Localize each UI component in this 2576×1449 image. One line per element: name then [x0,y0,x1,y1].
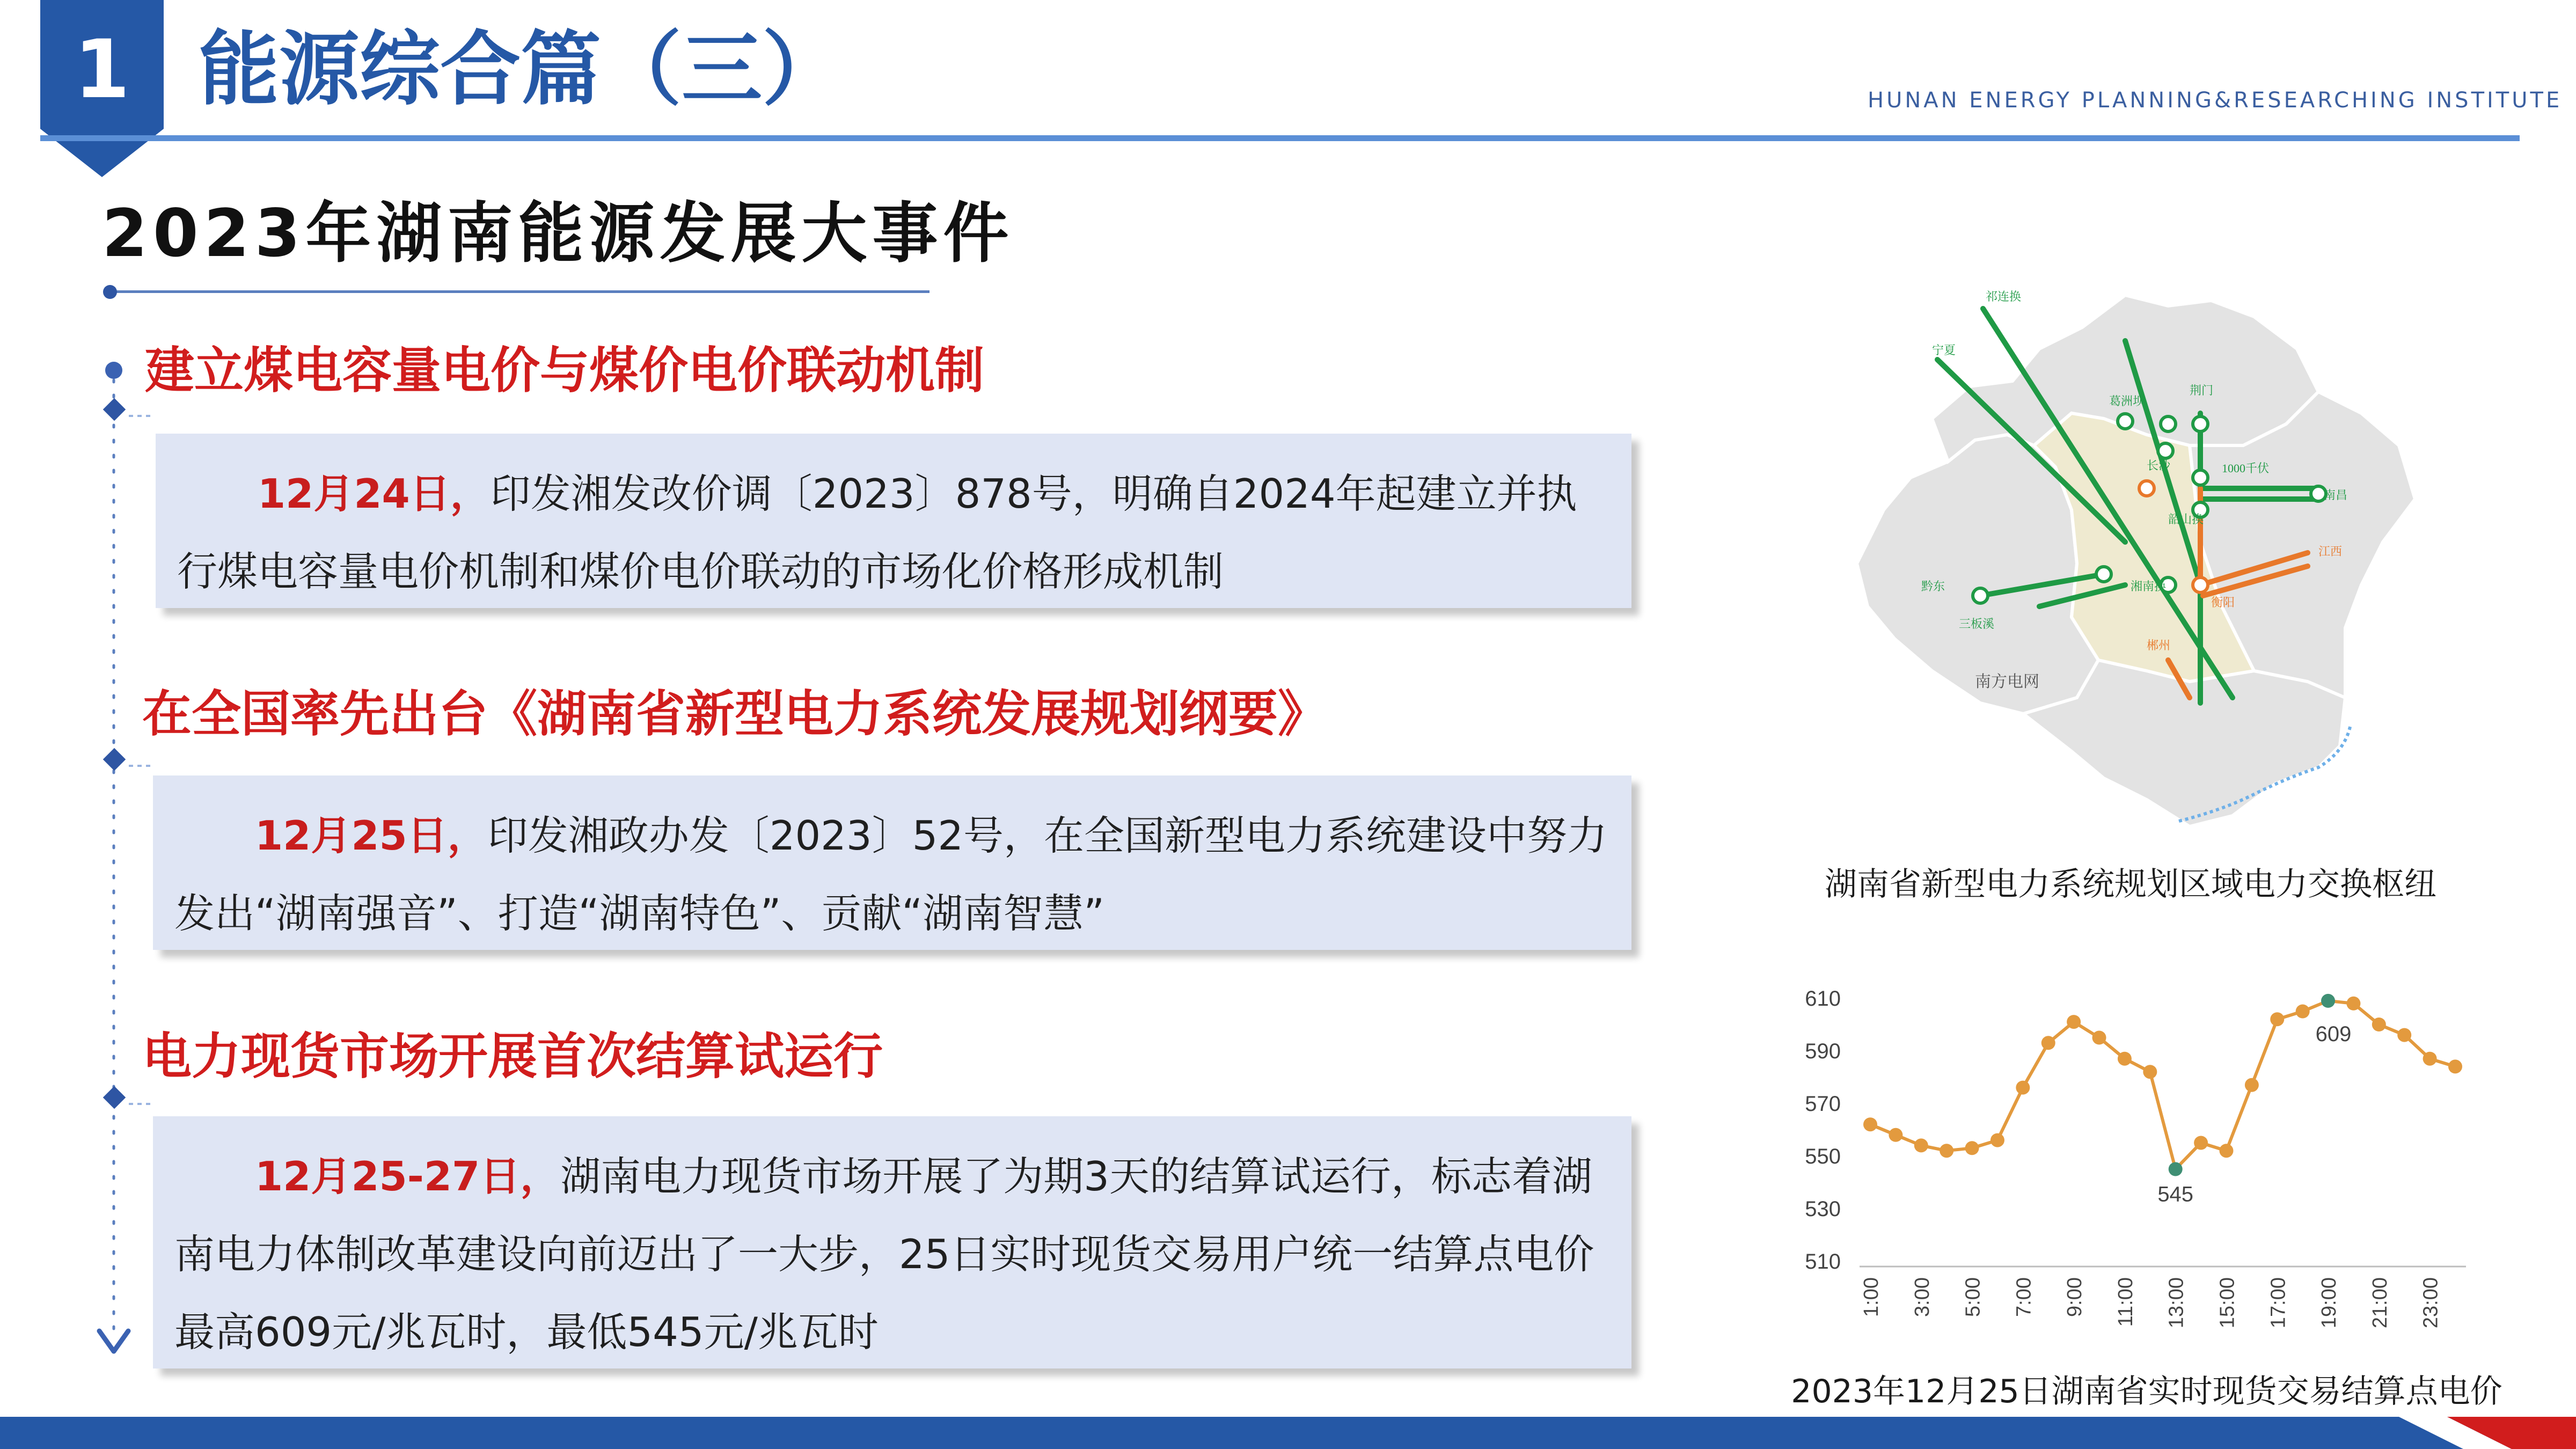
x-tick-label: 15:00 [2216,1277,2239,1329]
svg-text:南昌: 南昌 [2324,488,2348,502]
svg-text:长沙: 长沙 [2147,459,2171,472]
data-point [2092,1031,2106,1045]
event-heading-3: 电力现货市场开展首次结算试运行 [142,1028,883,1085]
data-point [2270,1012,2284,1026]
event-date-3: 12月25-27日， [255,1153,561,1200]
x-tick-label: 23:00 [2419,1277,2442,1329]
event-text-1 [177,455,1610,611]
data-point [1889,1128,1902,1142]
x-tick-label: 1:00 [1860,1277,1883,1317]
event-heading-1: 建立煤电容量电价与煤价电价联动机制 [145,342,985,399]
timeline-diamond-1 [103,398,126,421]
data-point [2169,1162,2183,1176]
event-heading-2: 在全国率先出台《湖南省新型电力系统发展规划纲要》 [142,685,1328,743]
data-point [2194,1136,2208,1150]
y-tick-label: 510 [1805,1250,1841,1274]
x-tick-label: 3:00 [1911,1277,1934,1317]
header-rule [40,135,2520,141]
timeline-start-dot [105,362,122,379]
data-point [2219,1144,2233,1158]
event-box-3 [153,1116,1631,1368]
title-underline [108,290,930,293]
x-tick-label: 7:00 [2012,1277,2036,1317]
data-point [2397,1028,2411,1042]
svg-text:郴州: 郴州 [2147,639,2171,652]
x-tick-label: 5:00 [1962,1277,1985,1317]
data-point [2346,997,2360,1011]
svg-text:葛洲坝: 葛洲坝 [2109,394,2145,408]
chart-caption: 2023年12月25日湖南省实时现货交易结算点电价 [1791,1373,2502,1410]
svg-text:江西: 江西 [2318,545,2343,558]
power-grid-map [1846,284,2426,864]
y-tick-label: 610 [1805,987,1841,1011]
timeline-diamond-3 [103,1086,126,1109]
data-point [1965,1141,1979,1155]
data-point [2067,1015,2081,1029]
svg-text:荆门: 荆门 [2190,384,2214,397]
data-point [2118,1052,2132,1066]
timeline [80,349,150,1368]
y-tick-label: 590 [1805,1040,1841,1063]
data-point [2245,1078,2259,1092]
data-point [1914,1138,1928,1152]
svg-text:1000千伏: 1000千伏 [2222,462,2270,475]
x-tick-label: 17:00 [2267,1277,2290,1329]
x-tick-label: 13:00 [2165,1277,2188,1329]
event-date-2: 12月25日， [255,812,488,859]
svg-text:韶山换: 韶山换 [2168,513,2204,526]
svg-text:湘南换: 湘南换 [2131,580,2167,593]
section-title: 能源综合篇（三） [199,23,843,116]
event-box-2 [153,775,1631,950]
x-tick-label: 9:00 [2063,1277,2087,1317]
data-label: 545 [2157,1182,2194,1206]
svg-text:衡阳: 衡阳 [2211,596,2235,609]
data-point [2016,1081,2030,1095]
event-body-3: 湖南电力现货市场开展了为期3天的结算试运行，标志着湖南电力体制改革建设向前迈出了一大步，25日实时现货交易用户统一结算点电价最高609元/兆瓦时，最低545元/兆瓦时 [174,1153,1594,1356]
data-point [2423,1052,2437,1066]
event-text-3 [174,1138,1610,1371]
event-text-2 [174,797,1610,953]
svg-text:宁夏: 宁夏 [1932,343,1956,357]
y-tick-label: 570 [1805,1092,1841,1116]
section-number: 1 [74,23,130,116]
y-tick-label: 550 [1805,1145,1841,1168]
data-point [2321,994,2335,1008]
x-tick-label: 21:00 [2368,1277,2391,1329]
title-dot [103,285,117,299]
svg-text:黔东: 黔东 [1921,580,1945,593]
x-tick-label: 11:00 [2114,1277,2137,1327]
data-point [1863,1117,1877,1131]
timeline-diamond-2 [103,748,126,771]
page-title: 2023年湖南能源发展大事件 [102,195,1014,272]
footer-band [0,1417,2576,1449]
data-point [2372,1018,2386,1031]
data-point [1940,1144,1953,1158]
data-point [2041,1036,2055,1050]
event-date-1: 12月24日， [258,470,491,517]
svg-text:南方电网: 南方电网 [1975,673,2039,691]
svg-text:祁连换: 祁连换 [1986,290,2022,303]
institute-name: HUNAN ENERGY PLANNING&RESEARCHING INSTITUTE [1868,88,2563,113]
data-label: 609 [2315,1022,2352,1046]
data-point [1990,1133,2004,1147]
series-line [1870,1001,2455,1169]
price-line-chart [1787,966,2485,1352]
svg-text:三板溪: 三板溪 [1959,617,1995,631]
y-tick-label: 530 [1805,1197,1841,1221]
data-point [2296,1005,2310,1019]
data-point [2143,1065,2157,1079]
data-point [2448,1059,2462,1073]
x-tick-label: 19:00 [2318,1277,2341,1329]
chevron-down-icon [99,1331,128,1351]
event-body-1: 印发湘发改价调〔2023〕878号，明确自2024年起建立并执行煤电容量电价机制和煤价电价联动的市场化价格形成机制 [177,470,1577,595]
event-body-2: 印发湘政办发〔2023〕52号，在全国新型电力系统建设中努力发出“湖南强音”、打造“湖南特色”、贡献“湖南智慧” [174,812,1608,937]
event-box-1 [156,434,1631,608]
map-caption: 湖南省新型电力系统规划区域电力交换枢纽 [1825,866,2436,903]
